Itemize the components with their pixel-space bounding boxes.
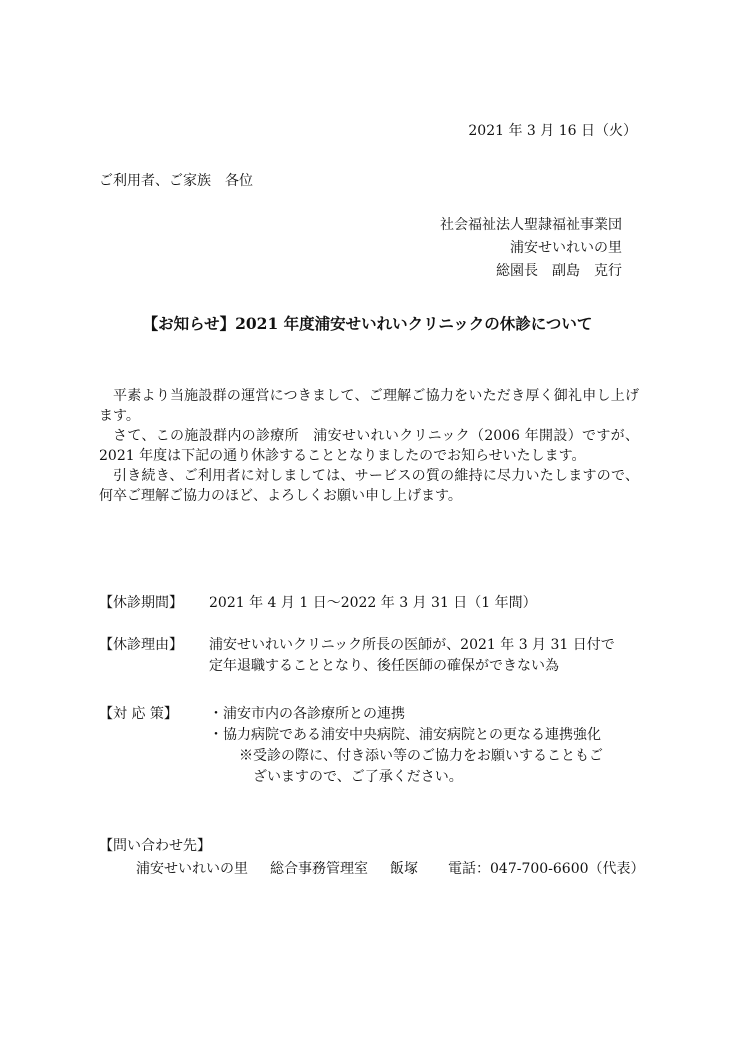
notice-body (99, 386, 639, 506)
reason-line: 浦安せいれいクリニック所長の医師が、2021 年 3 月 31 日付で (209, 637, 615, 653)
sender-facility: 浦安せいれいの里 (510, 240, 622, 256)
closure-period-value: 2021 年 4 月 1 日～2022 年 3 月 31 日（1 年間） (209, 595, 537, 611)
body-paragraph: さて、この施設群内の診療所 浦安せいれいクリニック（2006 年開設）ですが、2021 年度は下記の通り休診することとなりましたのでお知らせいたします。 (99, 428, 639, 464)
contact-line (99, 858, 645, 881)
body-paragraph: 平素より当施設群の運営につきまして、ご理解ご協力をいただき厚く御礼申し上げます。 (99, 388, 639, 424)
sender-director: 総園長 副島 克行 (496, 263, 622, 279)
sender-organization: 社会福祉法人聖隷福祉事業団 (440, 217, 622, 233)
countermeasures-row (99, 704, 603, 788)
closure-reason-row (99, 635, 615, 677)
countermeasure-note: ※受診の際に、付き添い等のご協力をお願いすることもご (239, 748, 603, 764)
countermeasure-item: ・協力病院である浦安中央病院、浦安病院との更なる連携強化 (209, 727, 601, 743)
contact-office: 総合事務管理室 (270, 861, 368, 877)
closure-reason-text (209, 635, 615, 677)
closure-reason-label: 【休診理由】 (99, 637, 183, 653)
countermeasure-item: ・浦安市内の各診療所との連携 (209, 706, 405, 722)
sender-block (440, 214, 622, 283)
issue-date: 2021 年 3 月 16 日（火） (468, 123, 637, 139)
contact-phone: 電話：047-700-6600（代表） (448, 861, 645, 877)
recipient-line: ご利用者、ご家族 各位 (99, 173, 253, 189)
closure-period-row (99, 593, 537, 614)
contact-facility: 浦安せいれいの里 (136, 861, 248, 877)
closure-period-label: 【休診期間】 (99, 595, 183, 611)
reason-line: 定年退職することとなり、後任医師の確保ができない為 (209, 658, 559, 674)
notice-title: 【お知らせ】2021 年度浦安せいれいクリニックの休診について (142, 314, 593, 333)
countermeasures-list (209, 704, 603, 788)
countermeasure-note: ざいますので、ご了承ください。 (253, 769, 463, 785)
contact-person: 飯塚 (390, 861, 418, 877)
contact-heading: 【問い合わせ先】 (99, 838, 211, 854)
countermeasures-label: 【対 応 策】 (99, 706, 178, 722)
body-paragraph: 引き続き、ご利用者に対しましては、サービスの質の維持に尽力いたしますので、何卒ご理解ご協力のほど、よろしくお願い申し上げます。 (99, 468, 639, 504)
contact-block (99, 835, 645, 881)
